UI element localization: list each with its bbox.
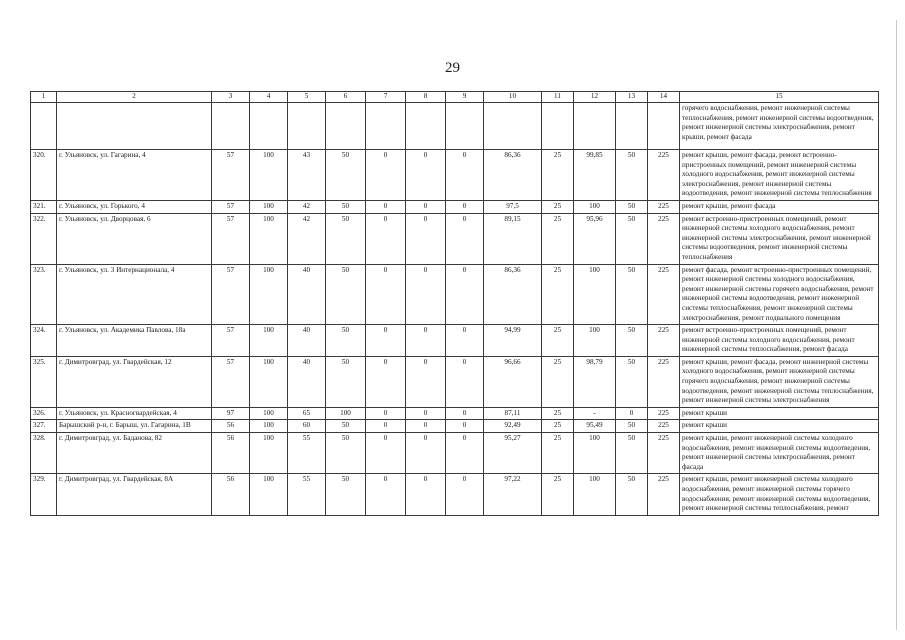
col-header: 10 xyxy=(484,92,542,103)
table-row xyxy=(31,433,879,474)
col-header: 12 xyxy=(574,92,616,103)
table-row xyxy=(31,213,879,264)
value-cell: 225 xyxy=(648,264,680,325)
value-cell: 100 xyxy=(250,433,288,474)
row-number: 320. xyxy=(31,150,57,201)
works-cell: горячего водоснабжения, ремонт инженерной системы теплоснабжения, ремонт инженерной системы водоотведения, ремонт инженерной системы электроснабжения, ремонт крыши, ремонт фасада xyxy=(680,103,879,150)
value-cell: 0 xyxy=(366,325,406,357)
value-cell: 40 xyxy=(288,325,326,357)
value-cell: 86,36 xyxy=(484,264,542,325)
value-cell: 43 xyxy=(288,150,326,201)
works-cell: ремонт крыши, ремонт инженерной системы холодного водоснабжения, ремонт инженерной системы горячего водоснабжения, ремонт инженерной системы водоотведения, ремонт инженерной системы теплоснабжения, ремонт xyxy=(680,474,879,515)
works-cell: ремонт крыши xyxy=(680,420,879,433)
address-cell: г. Ульяновск, ул. 3 Интернационала, 4 xyxy=(57,264,212,325)
value-cell: 0 xyxy=(406,474,446,515)
scan-edge-line xyxy=(896,20,897,630)
value-cell: 55 xyxy=(288,433,326,474)
value-cell: 0 xyxy=(446,264,484,325)
value-cell: 225 xyxy=(648,407,680,420)
value-cell: 50 xyxy=(616,213,648,264)
value-cell: 57 xyxy=(212,325,250,357)
col-header: 6 xyxy=(326,92,366,103)
address-cell: г. Димитровград, ул. Гвардейская, 12 xyxy=(57,356,212,407)
value-cell: 25 xyxy=(542,264,574,325)
value-cell: 0 xyxy=(406,213,446,264)
value-cell: 97,5 xyxy=(484,200,542,213)
value-cell: 0 xyxy=(406,264,446,325)
col-header: 13 xyxy=(616,92,648,103)
value-cell: 0 xyxy=(446,150,484,201)
row-number: 326. xyxy=(31,407,57,420)
value-cell: 65 xyxy=(288,407,326,420)
value-cell: 100 xyxy=(250,325,288,357)
address-cell: г. Ульяновск, ул. Горького, 4 xyxy=(57,200,212,213)
value-cell: 100 xyxy=(250,474,288,515)
value-cell: 0 xyxy=(406,407,446,420)
address-cell: г. Ульяновск, ул. Гагарина, 4 xyxy=(57,150,212,201)
works-cell: ремонт крыши, ремонт фасада, ремонт встроенно-пристроенных помещений, ремонт инженерной системы холодного водоснабжения, ремонт инженерной системы электроснабжения, ремонт инженерной системы водоотведения, ремонт инженерной системы теплоснабжения xyxy=(680,150,879,201)
value-cell: 0 xyxy=(366,420,406,433)
col-header: 2 xyxy=(57,92,212,103)
col-header: 14 xyxy=(648,92,680,103)
value-cell: 95,49 xyxy=(574,420,616,433)
value-cell: 225 xyxy=(648,420,680,433)
value-cell: 55 xyxy=(288,474,326,515)
table-row xyxy=(31,474,879,515)
value-cell: 50 xyxy=(616,433,648,474)
value-cell: 50 xyxy=(326,150,366,201)
address-cell: Барышский р-н, г. Барыш, ул. Гагарина, 1В xyxy=(57,420,212,433)
table-row xyxy=(31,407,879,420)
address-cell: г. Ульяновск, ул. Дворцовая, 6 xyxy=(57,213,212,264)
continuation-row xyxy=(31,103,879,150)
value-cell: 97 xyxy=(212,407,250,420)
value-cell: 100 xyxy=(574,325,616,357)
value-cell: 99,85 xyxy=(574,150,616,201)
value-cell: 40 xyxy=(288,264,326,325)
value-cell: 98,79 xyxy=(574,356,616,407)
value-cell: 86,36 xyxy=(484,150,542,201)
value-cell: 92,49 xyxy=(484,420,542,433)
address-cell: г. Димитровград, ул. Гвардейская, 8А xyxy=(57,474,212,515)
value-cell: 100 xyxy=(574,264,616,325)
value-cell: 25 xyxy=(542,356,574,407)
value-cell: 0 xyxy=(366,356,406,407)
value-cell: 57 xyxy=(212,213,250,264)
value-cell: 100 xyxy=(250,200,288,213)
value-cell: 56 xyxy=(212,433,250,474)
value-cell: 100 xyxy=(326,407,366,420)
value-cell: 0 xyxy=(446,200,484,213)
col-header: 5 xyxy=(288,92,326,103)
value-cell: 57 xyxy=(212,356,250,407)
value-cell: 50 xyxy=(616,356,648,407)
value-cell: 50 xyxy=(326,264,366,325)
value-cell: 25 xyxy=(542,474,574,515)
table-row xyxy=(31,200,879,213)
value-cell: 25 xyxy=(542,200,574,213)
value-cell: 100 xyxy=(250,150,288,201)
address-cell: г. Димитровград, ул. Баданова, 82 xyxy=(57,433,212,474)
value-cell: 89,15 xyxy=(484,213,542,264)
value-cell: 57 xyxy=(212,200,250,213)
value-cell: 0 xyxy=(446,407,484,420)
row-number: 324. xyxy=(31,325,57,357)
value-cell: 225 xyxy=(648,213,680,264)
value-cell: 50 xyxy=(616,200,648,213)
value-cell: 100 xyxy=(250,264,288,325)
works-cell: ремонт крыши, ремонт инженерной системы холодного водоснабжения, ремонт инженерной системы водоотведения, ремонт инженерной системы электроснабжения, ремонт фасада xyxy=(680,433,879,474)
value-cell: 100 xyxy=(574,433,616,474)
value-cell: 0 xyxy=(366,264,406,325)
col-header: 11 xyxy=(542,92,574,103)
value-cell: 100 xyxy=(250,420,288,433)
value-cell: 60 xyxy=(288,420,326,433)
value-cell: 50 xyxy=(616,474,648,515)
value-cell: 0 xyxy=(446,356,484,407)
value-cell: 225 xyxy=(648,356,680,407)
value-cell: 0 xyxy=(446,420,484,433)
value-cell: 50 xyxy=(326,325,366,357)
value-cell: 225 xyxy=(648,433,680,474)
value-cell: 0 xyxy=(406,433,446,474)
value-cell: 57 xyxy=(212,150,250,201)
works-cell: ремонт крыши xyxy=(680,407,879,420)
value-cell: 95,27 xyxy=(484,433,542,474)
value-cell: 25 xyxy=(542,407,574,420)
col-header: 8 xyxy=(406,92,446,103)
value-cell: 25 xyxy=(542,420,574,433)
value-cell: 225 xyxy=(648,474,680,515)
value-cell: 0 xyxy=(366,213,406,264)
value-cell: 0 xyxy=(366,433,406,474)
value-cell: 96,66 xyxy=(484,356,542,407)
works-cell: ремонт крыши, ремонт фасада xyxy=(680,200,879,213)
value-cell: 0 xyxy=(446,213,484,264)
value-cell: 56 xyxy=(212,420,250,433)
col-header: 9 xyxy=(446,92,484,103)
row-number: 321. xyxy=(31,200,57,213)
value-cell: 40 xyxy=(288,356,326,407)
row-number: 322. xyxy=(31,213,57,264)
value-cell: 0 xyxy=(406,420,446,433)
col-header: 4 xyxy=(250,92,288,103)
table-row xyxy=(31,356,879,407)
table-row xyxy=(31,264,879,325)
value-cell: 50 xyxy=(616,150,648,201)
col-header: 7 xyxy=(366,92,406,103)
table-row xyxy=(31,420,879,433)
address-cell: г. Ульяновск, ул. Красногвардейская, 4 xyxy=(57,407,212,420)
value-cell: 25 xyxy=(542,325,574,357)
value-cell: 0 xyxy=(366,150,406,201)
value-cell: 42 xyxy=(288,200,326,213)
table-row xyxy=(31,150,879,201)
value-cell: 50 xyxy=(326,420,366,433)
works-cell: ремонт крыши, ремонт фасада, ремонт инженерной системы холодного водоснабжения, ремонт инженерной системы горячего водоснабжения, ремонт инженерной системы водоотведения, ремонт инженерной системы теплоснабжения, ремонт инженерной системы электроснабжения xyxy=(680,356,879,407)
value-cell: 57 xyxy=(212,264,250,325)
value-cell: 100 xyxy=(250,356,288,407)
value-cell: 50 xyxy=(616,325,648,357)
value-cell: 0 xyxy=(406,325,446,357)
value-cell: 100 xyxy=(250,213,288,264)
value-cell: 50 xyxy=(326,356,366,407)
value-cell: 50 xyxy=(616,420,648,433)
table-row xyxy=(31,325,879,357)
repair-table xyxy=(30,91,879,516)
value-cell: 0 xyxy=(406,150,446,201)
header-row xyxy=(31,92,879,103)
row-number: 325. xyxy=(31,356,57,407)
value-cell: 0 xyxy=(366,474,406,515)
value-cell: 50 xyxy=(326,433,366,474)
value-cell: 225 xyxy=(648,325,680,357)
row-number: 328. xyxy=(31,433,57,474)
works-cell: ремонт фасада, ремонт встроенно-пристроенных помещений, ремонт инженерной системы холодного водоснабжения, ремонт инженерной системы горячего водоснабжения, ремонт инженерной системы водоотведения, ремонт инженерной системы теплоснабжения, ремонт инженерной системы электроснабжения, ремонт подвального помещения xyxy=(680,264,879,325)
value-cell: 25 xyxy=(542,213,574,264)
value-cell: 95,96 xyxy=(574,213,616,264)
value-cell: 97,22 xyxy=(484,474,542,515)
value-cell: 0 xyxy=(616,407,648,420)
value-cell: 94,99 xyxy=(484,325,542,357)
value-cell: 50 xyxy=(326,200,366,213)
works-cell: ремонт встроенно-пристроенных помещений, ремонт инженерной системы холодного водоснабжения, ремонт инженерной системы электроснабжения, ремонт инженерной системы водоотведения, ремонт инженерной системы теплоснабжения xyxy=(680,213,879,264)
row-number: 327. xyxy=(31,420,57,433)
value-cell: 225 xyxy=(648,200,680,213)
row-number: 323. xyxy=(31,264,57,325)
value-cell: 50 xyxy=(616,264,648,325)
works-cell: ремонт встроенно-пристроенных помещений, ремонт инженерной системы холодного водоснабжения, ремонт инженерной системы теплоснабжения, ремонт фасада xyxy=(680,325,879,357)
value-cell: 50 xyxy=(326,213,366,264)
value-cell: - xyxy=(574,407,616,420)
value-cell: 0 xyxy=(366,200,406,213)
value-cell: 25 xyxy=(542,433,574,474)
value-cell: 0 xyxy=(446,433,484,474)
value-cell: 0 xyxy=(446,325,484,357)
value-cell: 42 xyxy=(288,213,326,264)
value-cell: 0 xyxy=(406,356,446,407)
value-cell: 100 xyxy=(250,407,288,420)
value-cell: 87,11 xyxy=(484,407,542,420)
col-header: 3 xyxy=(212,92,250,103)
value-cell: 0 xyxy=(366,407,406,420)
page-number: 29 xyxy=(445,60,460,76)
value-cell: 56 xyxy=(212,474,250,515)
value-cell: 100 xyxy=(574,200,616,213)
col-header: 1 xyxy=(31,92,57,103)
value-cell: 50 xyxy=(326,474,366,515)
value-cell: 0 xyxy=(446,474,484,515)
col-header: 15 xyxy=(680,92,879,103)
row-number: 329. xyxy=(31,474,57,515)
value-cell: 25 xyxy=(542,150,574,201)
address-cell: г. Ульяновск, ул. Академика Павлова, 18а xyxy=(57,325,212,357)
value-cell: 100 xyxy=(574,474,616,515)
value-cell: 225 xyxy=(648,150,680,201)
value-cell: 0 xyxy=(406,200,446,213)
